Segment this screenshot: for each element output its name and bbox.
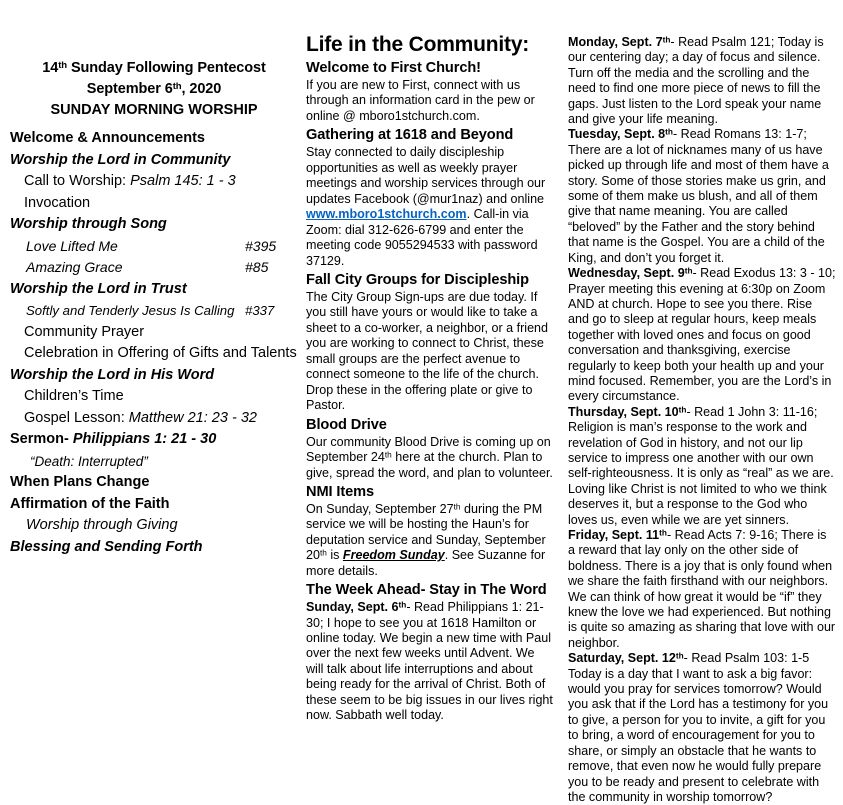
blood-drive-heading: Blood Drive bbox=[306, 416, 387, 433]
order-item-blessing-sending-forth: Blessing and Sending Forth bbox=[10, 538, 203, 555]
hymn-row bbox=[26, 236, 300, 258]
sermon-title-quote: “Death: Interrupted” bbox=[30, 453, 148, 469]
devotional-tuesday bbox=[568, 127, 836, 266]
devotional-day-label: Tuesday, Sept. 8 bbox=[568, 127, 666, 142]
hymn-number: #395 bbox=[245, 237, 277, 254]
hymn-title: Softly and Tenderly Jesus Is Calling bbox=[26, 303, 235, 318]
devotional-body: - Read Exodus 13: 3 - 10; Prayer meeting this evening at 6:30p on Zoom AND at church. Hope to see you there. Rise and go to sleep at regular hours, keep meals together with loved ones and focus on good conversation and thanksgiving, exercise regularly to keep both your health up and your mind focused. Remember, you are the Lord’s in every circumstance. bbox=[568, 266, 836, 404]
order-item-sermon bbox=[10, 429, 300, 451]
welcome-heading: Welcome to First Church! bbox=[306, 60, 481, 76]
gospel-lesson-reference: Matthew 21: 23 - 32 bbox=[124, 409, 257, 426]
nmi-ordinal-suffix-2: th bbox=[319, 548, 327, 558]
freedom-sunday-emphasis: Freedom Sunday bbox=[342, 548, 445, 563]
nmi-text-4: . See Suzanne for more details. bbox=[306, 548, 546, 578]
devotional-ordinal-suffix: th bbox=[659, 528, 667, 538]
service-title-1-sup: th bbox=[58, 59, 68, 71]
gathering-text-after-link: . Call-in via Zoom: dial 312-626-6799 and enter the meeting code 9055294533 with password 37129. bbox=[306, 207, 538, 268]
devotional-ordinal-suffix: th bbox=[675, 651, 684, 661]
nmi-ordinal-suffix-1: th bbox=[453, 502, 461, 512]
devotional-ordinal-suffix: th bbox=[665, 127, 673, 137]
devotional-day-label: Friday, Sept. 11 bbox=[568, 528, 660, 542]
order-section-worship-community: Worship the Lord in Community bbox=[10, 151, 231, 168]
blood-drive-text-2: here at the church. Plan to give, spread the word, and plan to volunteer. bbox=[306, 450, 553, 480]
call-to-worship-reference: Psalm 145: 1 - 3 bbox=[126, 173, 236, 189]
hymn-title: Love Lifted Me bbox=[26, 237, 118, 254]
devotional-day-label: Sunday, Sept. 6 bbox=[306, 600, 399, 615]
nmi-body bbox=[306, 502, 554, 579]
devotional-ordinal-suffix: th bbox=[398, 600, 407, 610]
devotional-body: - Read Psalm 121; Today is our centering day; a day of focus and silence. Turn off the media and the scrolling and the need to find one more piece of news to fill the gaps. Just listen to the Lord speak your name and give your life meaning. bbox=[568, 35, 824, 127]
order-item-community-prayer: Community Prayer bbox=[24, 323, 145, 340]
gathering-heading: Gathering at 1618 and Beyond bbox=[306, 127, 514, 144]
hymn-number: #337 bbox=[245, 303, 275, 318]
devotional-wednesday bbox=[568, 266, 836, 405]
order-section-worship-trust: Worship the Lord in Trust bbox=[10, 280, 187, 297]
gospel-lesson-label: Gospel Lesson: bbox=[24, 409, 125, 426]
city-groups-body: The City Group Sign-ups are due today. If you still have yours or would like to take a sheet to a co-worker, a neighbor, or a friend you are working to connect to Christ, these small groups are the perfect avenue to connect someone to the life of the church. Drop these in the offering plate or give to Pastor. bbox=[306, 289, 549, 413]
church-website-link[interactable]: www.mboro1stchurch.com bbox=[306, 207, 467, 222]
nmi-text-3: is bbox=[326, 548, 343, 563]
order-item-when-plans-change: When Plans Change bbox=[10, 474, 150, 490]
devotional-day-label: Thursday, Sept. 10 bbox=[568, 404, 679, 419]
order-item-invocation: Invocation bbox=[24, 194, 91, 211]
service-date-post: , 2020 bbox=[181, 81, 222, 97]
devotional-ordinal-suffix: th bbox=[678, 405, 687, 415]
devotional-body: - Read Psalm 103: 1-5 Today is a day that I want to ask a big favor: would you pray for services tomorrow? Would you ask that if the Lord has a testimony for you to give, a person for you to invite, a gift for you to bring, a word of encouragement for you to share, or simply an obstacle that he wants to remove, that even now he would fully prepare you to be ready and present to celebrate with the community in worship tomorrow? bbox=[568, 651, 829, 804]
devotional-body: - Read Philippians 1: 21-30; I hope to see you at 1618 Hamilton or online today. We begin a new time with Paul over the next few weeks until Advent. We will talk about life interruptions and about being ready for the arrival of Christ. Both of these seem to be big issues in our lives right now. Sabbath well today. bbox=[306, 600, 553, 723]
devotional-sunday bbox=[306, 600, 554, 723]
order-item-celebration-offering: Celebration in Offering of Gifts and Talents bbox=[24, 345, 297, 361]
service-date-pre: September 6 bbox=[86, 81, 173, 97]
order-item-childrens-time: Children’s Time bbox=[24, 388, 124, 404]
service-title-line-2 bbox=[8, 79, 300, 100]
community-title: Life in the Community: bbox=[306, 33, 530, 56]
hymn-row bbox=[26, 257, 300, 279]
service-title-1-post: Sunday Following Pentecost bbox=[67, 60, 266, 76]
devotional-monday bbox=[568, 35, 836, 127]
order-item-gospel-lesson bbox=[24, 408, 300, 430]
service-title-line-1 bbox=[8, 58, 300, 79]
devotional-ordinal-suffix: th bbox=[684, 266, 693, 276]
devotional-friday bbox=[568, 528, 836, 651]
devotional-body: - Read 1 John 3: 11-16; Religion is man’s response to the work and revelation of God in history, and not our lip service to impress one another with our own self-righteousness. It is only as “real” as we are. Loving like Christ is not limited to who we think deserves it, but a response to the God who loves us, even while we are yet sinners. bbox=[568, 404, 834, 527]
weekly-devotionals-column bbox=[568, 0, 836, 805]
hymn-title: Amazing Grace bbox=[26, 259, 123, 275]
community-column bbox=[306, 0, 554, 723]
devotional-ordinal-suffix: th bbox=[662, 35, 671, 45]
nmi-text-2: during the PM service we will be hosting the Haun’s for deputation service and Sunday, September 20 bbox=[306, 501, 546, 563]
order-section-worship-song: Worship through Song bbox=[10, 216, 167, 232]
nmi-heading: NMI Items bbox=[306, 483, 375, 500]
order-of-worship-column bbox=[8, 0, 300, 558]
blood-drive-text-1: Our community Blood Drive is coming up on September 24 bbox=[306, 434, 551, 465]
nmi-text-1: On Sunday, September 27 bbox=[306, 501, 454, 516]
devotional-body: - Read Romans 13: 1-7; There are a lot of nicknames many of us have picked up through life and most of them have a story. Some of those stories make us grin, and some of them make us blush, and all of them give that name meaning. You are called “beloved” by the Father and the story behind that name is the Gospel. You are a child of the King, and don’t you forget it. bbox=[568, 127, 829, 265]
hymn-number: #85 bbox=[245, 259, 269, 275]
devotional-day-label: Monday, Sept. 7 bbox=[568, 35, 663, 49]
welcome-body: If you are new to First, connect with us through an information card in the pew or online @ mboro1stchurch.com. bbox=[306, 78, 535, 123]
week-ahead-heading: The Week Ahead- Stay in The Word bbox=[306, 582, 547, 599]
gathering-body bbox=[306, 145, 554, 269]
devotional-day-label: Saturday, Sept. 12 bbox=[568, 651, 676, 666]
call-to-worship-label: Call to Worship: bbox=[24, 173, 127, 189]
order-section-worship-word: Worship the Lord in His Word bbox=[10, 366, 215, 383]
devotional-body: - Read Acts 7: 9-16; There is a reward that lay only on the other side of boldness. There is a joy that is only found when we share the faith firsthand with our neighbors. We can think of how great it would be “if” they knew the love we had experienced. But nothing is quite so amazing as sharing that love with our neighbor. bbox=[568, 528, 836, 650]
order-item-welcome-announcements: Welcome & Announcements bbox=[10, 130, 205, 146]
service-title-1-pre: 14 bbox=[42, 60, 59, 76]
order-item-call-to-worship bbox=[24, 171, 300, 193]
city-groups-heading: Fall City Groups for Discipleship bbox=[306, 271, 529, 288]
sermon-reference: Philippians 1: 21 - 30 bbox=[68, 431, 217, 447]
service-title-line-3: SUNDAY MORNING WORSHIP bbox=[50, 102, 258, 118]
order-item-worship-through-giving: Worship through Giving bbox=[26, 517, 178, 533]
blood-drive-body bbox=[306, 435, 554, 481]
devotional-thursday bbox=[568, 405, 836, 528]
hymn-row bbox=[26, 300, 300, 322]
order-item-affirmation-of-faith: Affirmation of the Faith bbox=[10, 495, 170, 512]
devotional-saturday bbox=[568, 651, 836, 805]
devotional-day-label: Wednesday, Sept. 9 bbox=[568, 266, 685, 281]
service-date-sup: th bbox=[172, 80, 182, 92]
gathering-text-before-link: Stay connected to daily discipleship opportunities as well as weekly prayer meetings and worship services through our updates Facebook (@mur1naz) and online bbox=[306, 145, 546, 206]
blood-drive-ordinal-suffix: th bbox=[384, 450, 392, 460]
sermon-label: Sermon- bbox=[10, 431, 69, 447]
